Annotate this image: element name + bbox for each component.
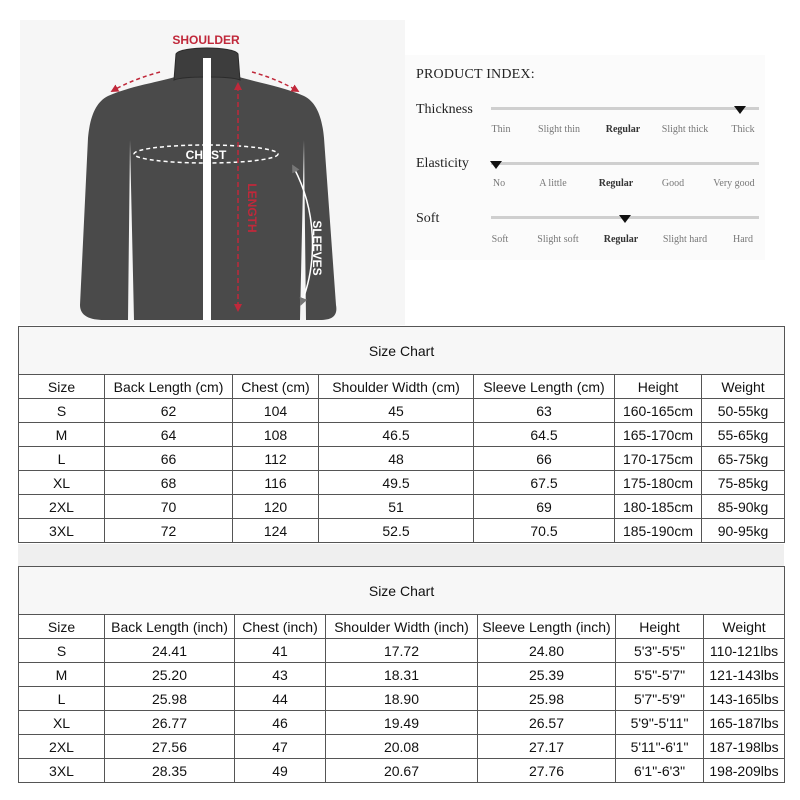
table-cell: 49.5 [319, 471, 474, 495]
index-tick: Slight hard [662, 234, 708, 245]
table-cell: 175-180cm [615, 471, 702, 495]
table-cell: 63 [474, 399, 615, 423]
table-cell: 28.35 [105, 759, 235, 783]
table-cell: 108 [233, 423, 319, 447]
table-cell: 20.67 [326, 759, 478, 783]
product-index-panel [405, 55, 765, 260]
index-tick: Good [661, 178, 685, 189]
table-row [19, 711, 785, 735]
table-cell: 27.17 [478, 735, 616, 759]
table-separator [18, 544, 784, 566]
chest-label: CHEST [185, 148, 227, 162]
table-cell: 66 [105, 447, 233, 471]
table-cell: 41 [235, 639, 326, 663]
table-header-row [19, 615, 785, 639]
table-cell: 5'11"-6'1" [616, 735, 704, 759]
table-caption-row [19, 327, 785, 375]
index-track-elasticity [491, 162, 759, 165]
table-cell: 18.31 [326, 663, 478, 687]
table-cell: 26.57 [478, 711, 616, 735]
table-cell: 165-187lbs [704, 711, 785, 735]
table-cell: 165-170cm [615, 423, 702, 447]
table-cell: 2XL [19, 735, 105, 759]
table-cell: 45 [319, 399, 474, 423]
header-cell: Size [19, 615, 105, 639]
table-cell: 75-85kg [702, 471, 785, 495]
table-cell: 143-165lbs [704, 687, 785, 711]
table-cell: 160-165cm [615, 399, 702, 423]
table-cell: 50-55kg [702, 399, 785, 423]
table-cell: 24.80 [478, 639, 616, 663]
table-cell: 64 [105, 423, 233, 447]
table-cell: 5'9"-5'11" [616, 711, 704, 735]
size-chart-caption: Size Chart [19, 567, 785, 615]
index-tick: Thick [731, 124, 755, 135]
table-cell: 47 [235, 735, 326, 759]
length-label: LENGTH [245, 183, 259, 233]
table-cell: 20.08 [326, 735, 478, 759]
header-cell: Chest (inch) [235, 615, 326, 639]
table-cell: XL [19, 471, 105, 495]
table-header-row [19, 375, 785, 399]
table-cell: 104 [233, 399, 319, 423]
table-cell: 5'3"-5'5" [616, 639, 704, 663]
table-cell: 121-143lbs [704, 663, 785, 687]
table-cell: 27.56 [105, 735, 235, 759]
table-cell: 43 [235, 663, 326, 687]
table-cell: 51 [319, 495, 474, 519]
index-track-thickness [491, 107, 759, 110]
header-cell: Height [616, 615, 704, 639]
header-cell: Weight [702, 375, 785, 399]
table-cell: 18.90 [326, 687, 478, 711]
size-chart-inch-table [18, 566, 785, 783]
table-row [19, 495, 785, 519]
index-marker-elasticity [490, 161, 502, 169]
table-row [19, 471, 785, 495]
header-cell: Sleeve Length (cm) [474, 375, 615, 399]
jacket-diagram-panel [20, 20, 405, 325]
table-cell: 26.77 [105, 711, 235, 735]
table-cell: 46 [235, 711, 326, 735]
table-cell: 64.5 [474, 423, 615, 447]
table-cell: 62 [105, 399, 233, 423]
table-cell: 17.72 [326, 639, 478, 663]
shoulder-label: SHOULDER [172, 33, 240, 47]
table-cell: 3XL [19, 519, 105, 543]
table-cell: 72 [105, 519, 233, 543]
table-caption-row [19, 567, 785, 615]
table-cell: 66 [474, 447, 615, 471]
table-cell: 3XL [19, 759, 105, 783]
header-cell: Shoulder Width (cm) [319, 375, 474, 399]
table-cell: 49 [235, 759, 326, 783]
table-cell: 24.41 [105, 639, 235, 663]
index-tick: Very good [713, 178, 755, 189]
table-cell: 68 [105, 471, 233, 495]
header-cell: Sleeve Length (inch) [478, 615, 616, 639]
table-cell: 52.5 [319, 519, 474, 543]
table-row [19, 519, 785, 543]
table-cell: 19.49 [326, 711, 478, 735]
table-cell: 187-198lbs [704, 735, 785, 759]
table-cell: 46.5 [319, 423, 474, 447]
header-cell: Shoulder Width (inch) [326, 615, 478, 639]
index-tick: Regular [603, 234, 639, 245]
table-cell: 170-175cm [615, 447, 702, 471]
table-cell: 69 [474, 495, 615, 519]
table-cell: 67.5 [474, 471, 615, 495]
index-marker-thickness [734, 106, 746, 114]
index-label-elasticity: Elasticity [416, 156, 469, 171]
jacket-zipper [203, 58, 211, 320]
table-cell: 27.76 [478, 759, 616, 783]
table-row [19, 447, 785, 471]
table-cell: 180-185cm [615, 495, 702, 519]
index-tick: Regular [598, 178, 634, 189]
header-cell: Weight [704, 615, 785, 639]
index-tick: Slight soft [537, 234, 579, 245]
table-cell: 25.98 [478, 687, 616, 711]
table-cell: 5'5"-5'7" [616, 663, 704, 687]
table-cell: M [19, 663, 105, 687]
table-cell: L [19, 447, 105, 471]
header-cell: Back Length (inch) [105, 615, 235, 639]
table-cell: 48 [319, 447, 474, 471]
table-cell: 55-65kg [702, 423, 785, 447]
table-row [19, 639, 785, 663]
table-cell: M [19, 423, 105, 447]
index-marker-soft [619, 215, 631, 223]
index-tick: Hard [733, 234, 753, 245]
table-cell: 85-90kg [702, 495, 785, 519]
index-tick: A little [539, 178, 567, 189]
table-cell: 25.20 [105, 663, 235, 687]
product-index-title: PRODUCT INDEX: [416, 67, 535, 82]
size-chart-cm-table [18, 326, 785, 543]
table-row [19, 759, 785, 783]
table-cell: 90-95kg [702, 519, 785, 543]
table-cell: L [19, 687, 105, 711]
index-label-soft: Soft [416, 211, 440, 226]
jacket-diagram [20, 20, 405, 325]
table-cell: 25.39 [478, 663, 616, 687]
index-tick: Thin [491, 124, 511, 135]
table-cell: 2XL [19, 495, 105, 519]
table-cell: 185-190cm [615, 519, 702, 543]
table-cell: 112 [233, 447, 319, 471]
index-tick: Soft [491, 234, 509, 245]
table-cell: 120 [233, 495, 319, 519]
header-cell: Chest (cm) [233, 375, 319, 399]
table-cell: 110-121lbs [704, 639, 785, 663]
table-cell: 5'7"-5'9" [616, 687, 704, 711]
table-cell: 6'1"-6'3" [616, 759, 704, 783]
table-row [19, 399, 785, 423]
sleeves-label: SLEEVES [310, 220, 324, 276]
header-cell: Back Length (cm) [105, 375, 233, 399]
table-row [19, 423, 785, 447]
header-cell: Size [19, 375, 105, 399]
table-row [19, 687, 785, 711]
table-row [19, 735, 785, 759]
table-cell: 65-75kg [702, 447, 785, 471]
table-row [19, 663, 785, 687]
table-cell: 25.98 [105, 687, 235, 711]
table-cell: 44 [235, 687, 326, 711]
table-cell: 70.5 [474, 519, 615, 543]
table-cell: 70 [105, 495, 233, 519]
index-tick: Slight thin [538, 124, 580, 135]
size-chart-caption: Size Chart [19, 327, 785, 375]
table-cell: 124 [233, 519, 319, 543]
table-cell: S [19, 639, 105, 663]
table-cell: 116 [233, 471, 319, 495]
header-cell: Height [615, 375, 702, 399]
index-tick: Regular [605, 124, 641, 135]
index-tick: No [492, 178, 506, 189]
index-label-thickness: Thickness [416, 102, 473, 117]
table-cell: XL [19, 711, 105, 735]
table-cell: S [19, 399, 105, 423]
table-cell: 198-209lbs [704, 759, 785, 783]
index-tick: Slight thick [661, 124, 709, 135]
